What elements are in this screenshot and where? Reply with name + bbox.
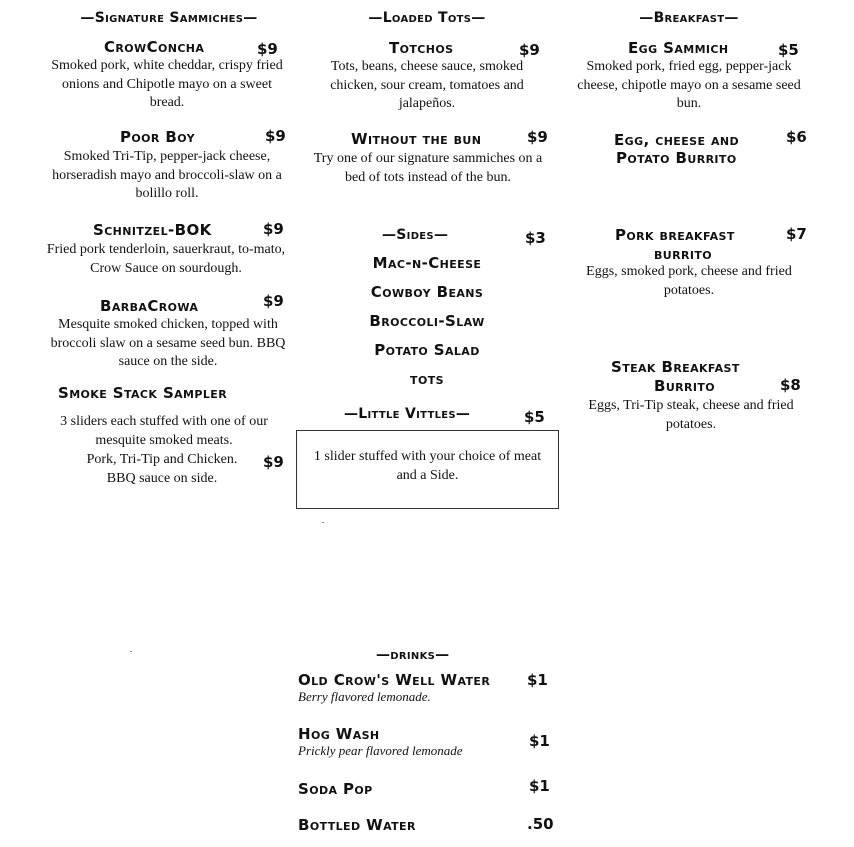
item-desc-schnitzel-bok: Fried pork tenderloin, sauerkraut, to-mato, Crow Sauce on sourdough. — [46, 242, 286, 276]
item-desc-sampler-line2: mesquite smoked meats. — [95, 433, 233, 448]
item-desc-crowconcha: Smoked pork, white cheddar, crispy fried onions and Chipotle mayo on a sweet bread. — [51, 58, 283, 110]
drink-desc-old-crows-well-water: Berry flavored lemonade. — [298, 689, 431, 704]
item-price-barbacrowa: $9 — [263, 292, 284, 310]
item-price-schnitzel-bok: $9 — [263, 220, 284, 238]
item-name-steak-burrito-line2: Burrito — [654, 377, 716, 395]
drink-price-bottled-water: .50 — [527, 815, 554, 833]
item-desc-steak-burrito: Eggs, Tri-Tip steak, cheese and fried potatoes. — [588, 398, 794, 432]
item-price-pork-burrito: $7 — [786, 225, 807, 243]
drink-price-soda-pop: $1 — [529, 777, 550, 795]
item-name-smoke-stack-sampler: Smoke Stack Sampler — [58, 384, 228, 402]
item-name-totchos: Totchos — [389, 39, 454, 57]
drink-name-old-crows-well-water: Old Crow's Well Water — [298, 671, 491, 689]
drink-name-hog-wash: Hog Wash — [298, 725, 380, 743]
drink-name-bottled-water: Bottled Water — [298, 816, 416, 834]
item-name-pork-burrito-line1: Pork breakfast — [615, 226, 735, 244]
item-name-pork-burrito-line2: burrito — [654, 245, 713, 263]
item-price-egg-cheese-burrito: $6 — [786, 128, 807, 146]
tots-heading: —Loaded Tots— — [368, 10, 486, 26]
item-name-egg-sammich: Egg Sammich — [628, 39, 729, 57]
side-item-broccoli-slaw: Broccoli-Slaw — [369, 312, 485, 330]
item-desc-sampler-line3: Pork, Tri-Tip and Chicken. — [86, 452, 238, 467]
item-name-steak-burrito-line1: Steak Breakfast — [611, 358, 740, 376]
item-name-barbacrowa: BarbaCrowa — [100, 297, 199, 315]
item-name-egg-cheese-burrito-line1: Egg, cheese and — [614, 131, 740, 149]
item-name-poor-boy: Poor Boy — [120, 128, 195, 146]
item-price-without-the-bun: $9 — [527, 128, 548, 146]
item-desc-barbacrowa: Mesquite smoked chicken, topped with broccoli slaw on a sesame seed bun. BBQ sauce on the side. — [50, 317, 286, 369]
drink-price-hog-wash: $1 — [529, 732, 550, 750]
scan-speck — [130, 651, 132, 652]
item-price-smoke-stack-sampler: $9 — [263, 453, 284, 471]
drink-desc-hog-wash: Prickly pear flavored lemonade — [298, 743, 463, 758]
item-desc-sampler-line4: BBQ sauce on side. — [106, 471, 218, 486]
item-price-totchos: $9 — [519, 41, 540, 59]
side-item-cowboy-beans: Cowboy Beans — [370, 283, 484, 301]
item-price-crowconcha: $9 — [257, 40, 278, 58]
signature-heading: —Signature Sammiches— — [80, 10, 258, 26]
item-price-egg-sammich: $5 — [778, 41, 799, 59]
item-desc-sampler-line1: 3 sliders each stuffed with one of our — [60, 414, 268, 429]
sides-price: $3 — [525, 229, 546, 247]
little-vittles-desc: 1 slider stuffed with your choice of meat and a Side. — [313, 449, 542, 483]
sides-heading: —Sides— — [382, 227, 449, 243]
item-name-without-the-bun: Without the bun — [351, 130, 482, 148]
item-price-steak-burrito: $8 — [780, 376, 801, 394]
breakfast-heading: —Breakfast— — [639, 10, 739, 26]
side-item-tots: tots — [410, 370, 444, 388]
drink-price-old-crows-well-water: $1 — [527, 671, 548, 689]
item-desc-totchos: Tots, beans, cheese sauce, smoked chicken, sour cream, tomatoes and jalapeños. — [330, 59, 524, 111]
little-vittles-price: $5 — [524, 408, 545, 426]
side-item-potato-salad: Potato Salad — [374, 341, 480, 359]
item-desc-without-the-bun: Try one of our signature sammiches on a bed of tots instead of the bun. — [313, 151, 543, 185]
item-name-schnitzel-bok: Schnitzel-BOK — [93, 221, 212, 239]
side-item-mac-n-cheese: Mac-n-Cheese — [372, 254, 482, 272]
item-name-egg-cheese-burrito-line2: Potato Burrito — [616, 149, 737, 167]
scan-speck — [322, 522, 324, 523]
item-name-crowconcha: CrowConcha — [104, 38, 205, 56]
drinks-heading: —drinks— — [376, 647, 450, 663]
item-desc-pork-burrito: Eggs, smoked pork, cheese and fried potatoes. — [586, 264, 792, 298]
item-price-poor-boy: $9 — [265, 127, 286, 145]
little-vittles-heading: —Little Vittles— — [344, 406, 471, 422]
item-desc-poor-boy: Smoked Tri-Tip, pepper-jack cheese, horseradish mayo and broccoli-slaw on a bolillo roll. — [52, 149, 282, 201]
drink-name-soda-pop: Soda Pop — [298, 780, 373, 798]
item-desc-egg-sammich: Smoked pork, fried egg, pepper-jack cheese, chipotle mayo on a sesame seed bun. — [577, 59, 801, 111]
